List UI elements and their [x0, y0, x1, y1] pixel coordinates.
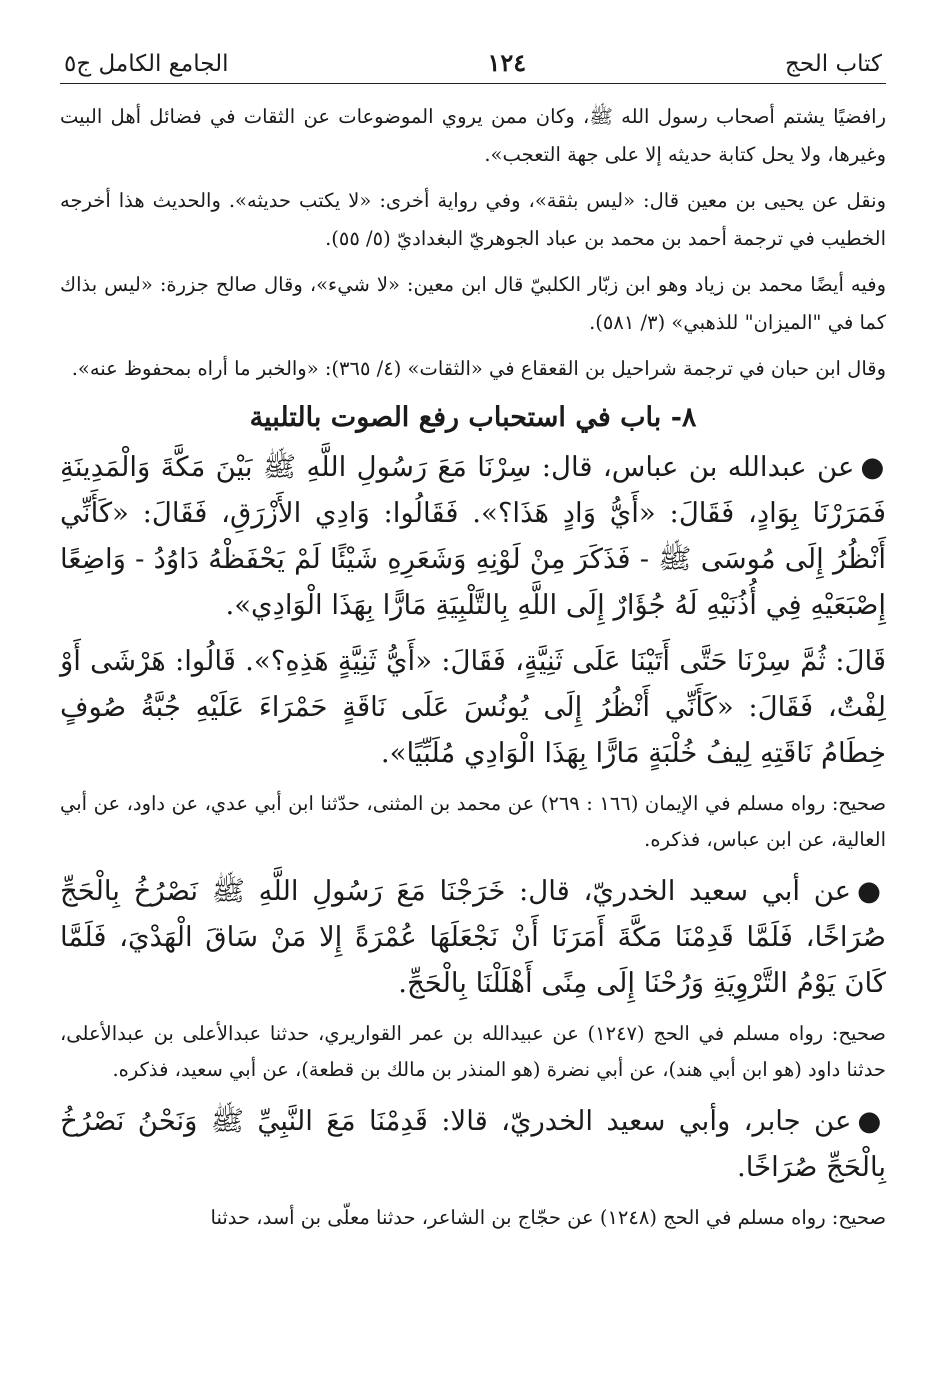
- footnote-paragraph: رافضيًا يشتم أصحاب رسول الله ﷺ، وكان ممن يروي الموضوعات عن الثقات في فضائل أهل البيت وغيرها، ولا يحل كتابة حديثه إلا على جهة التعجب».: [60, 105, 886, 166]
- footnote-paragraph: ونقل عن يحيى بن معين قال: «ليس بثقة»، وفي رواية أخرى: «لا يكتب حديثه». والحديث هذا أخرجه الخطيب في ترجمة أحمد بن محمد بن عباد الجوهريّ البغداديّ (٥/ ٥٥).: [60, 189, 886, 250]
- hadith-source: صحيح: رواه مسلم في الحج (١٢٤٧) عن عبيدالله بن عمر القواريري، حدثنا عبدالأعلى بن عبدالأعلى، حدثنا داود (هو ابن أبي هند)، عن أبي نضرة (هو المنذر بن مالك بن قطعة)، عن أبي سعيد، فذكره.: [60, 1022, 886, 1081]
- hadith-text: [60, 1098, 886, 1190]
- footnote-paragraph: وقال ابن حبان في ترجمة شراحيل بن القعقاع في «الثقات» (٤/ ٣٦٥): «والخبر ما أراه بمحفوظ عنه».: [71, 357, 886, 380]
- running-header: [60, 48, 886, 83]
- header-book-title: الجامع الكامل ج٥: [64, 51, 229, 77]
- page-number: ١٢٤: [487, 48, 527, 77]
- hadith-text: [60, 868, 886, 1006]
- chapter-heading: ٨- باب في استحباب رفع الصوت بالتلبية: [249, 402, 697, 433]
- hadith-text: [60, 444, 886, 628]
- hadith-source: صحيح: رواه مسلم في الحج (١٢٤٨) عن حجّاج بن الشاعر، حدثنا معلّى بن أسد، حدثنا: [210, 1206, 886, 1229]
- bullet-icon: ●: [857, 1105, 886, 1137]
- hadith-body: عن عبدالله بن عباس، قال: سِرْنَا مَعَ رَسُولِ اللَّهِ ﷺ بَيْنَ مَكَّةَ وَالْمَدِينَةِ فَمَرَرْنَا بِوَادٍ، فَقَالَ: «أَيُّ وَادٍ هَذَا؟». فَقَالُوا: وَادِي الأَزْرَقِ، فَقَالَ: «كَأَنِّي أَنْظُرُ إِلَى مُوسَى ﷺ - فَذَكَرَ مِنْ لَوْنِهِ وَشَعَرِهِ شَيْئًا لَمْ يَحْفَظْهُ دَاوُدُ - وَاضِعًا إِصْبَعَيْهِ فِي أُذُنَيْهِ لَهُ جُؤَارٌ إِلَى اللَّهِ بِالتَّلْبِيَةِ مَارًّا بِهَذَا الْوَادِي».: [60, 451, 886, 621]
- header-book-section: كتاب الحج: [785, 51, 882, 77]
- hadith-source: صحيح: رواه مسلم في الإيمان (١٦٦ : ٢٦٩) عن محمد بن المثنى، حدّثنا ابن أبي عدي، عن داود، عن أبي العالية، عن ابن عباس، فذكره.: [60, 792, 887, 851]
- bullet-icon: ●: [860, 451, 886, 483]
- bullet-icon: ●: [857, 875, 886, 907]
- book-page: [60, 48, 886, 1246]
- hadith-body: عن أبي سعيد الخدريّ، قال: خَرَجْنَا مَعَ رَسُولِ اللَّهِ ﷺ نَصْرُخُ بِالْحَجِّ صُرَاخًا، فَلَمَّا قَدِمْنَا مَكَّةَ أَمَرَنَا أَنْ نَجْعَلَهَا عُمْرَةً إِلا مَنْ سَاقَ الْهَدْيَ، فَلَمَّا كَانَ يَوْمُ التَّرْوِيَةِ وَرُحْنَا إِلَى مِنًى أَهْلَلْنَا بِالْحَجِّ.: [60, 875, 886, 999]
- hadith-body: عن جابر، وأبي سعيد الخدريّ، قالا: قَدِمْنَا مَعَ النَّبِيِّ ﷺ وَنَحْنُ نَصْرُخُ بِالْحَجِّ صُرَاخًا.: [60, 1105, 886, 1183]
- hadith-continuation: قَالَ: ثُمَّ سِرْنَا حَتَّى أَتَيْنَا عَلَى ثَنِيَّةٍ، فَقَالَ: «أَيُّ ثَنِيَّةٍ هَذِهِ؟». قَالُوا: هَرْشَى أَوْ لِفْتٌ، فَقَالَ: «كَأَنِّي أَنْظُرُ إِلَى يُونُسَ عَلَى نَاقَةٍ حَمْرَاءَ عَلَيْهِ جُبَّةُ صُوفٍ خِطَامُ نَاقَتِهِ لِيفُ خُلْبَةٍ مَارًّا بِهَذَا الْوَادِي مُلَبِّيًا».: [60, 645, 886, 769]
- footnote-paragraph: وفيه أيضًا محمد بن زياد وهو ابن زبّار الكلبيّ قال ابن معين: «لا شيء»، وقال صالح جزرة: «ليس بذاك كما في "الميزان" للذهبي» (٣/ ٥٨١).: [60, 273, 886, 334]
- header-rule: [60, 83, 886, 84]
